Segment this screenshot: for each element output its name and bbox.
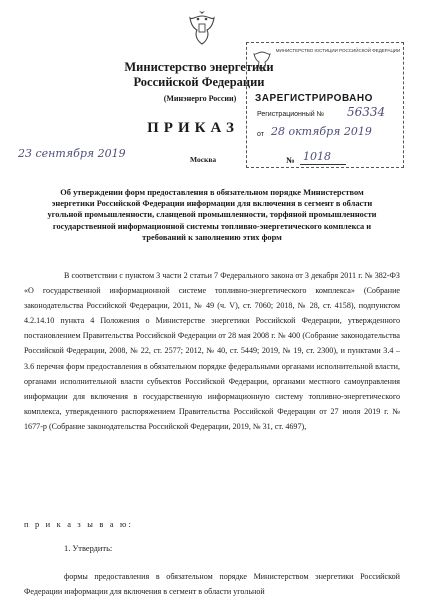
preamble-paragraph: В соответствии с пунктом 3 части 2 статьи 7 Федерального закона от 3 декабря 2011 г. № 382-ФЗ «О государственной информационной системе топливно-энергетического комплекса» (Собрание законодательства Российской Федерации, 2011, № 49 (ч. V), ст. 7060; 2018, № 28, ст. 4158), подпунктом 4.2.14.10 пункта 4 Положения о Министерстве энергетики Российской Федерации, утвержденного постановлением Правительства Российской Федерации от 28 мая 2008 г. № 400 (Собрание законодательства Российской Федерации, 2008, № 22, ст. 2577; 2012, № 40, ст. 5449; 2019, № 19, ст. 2300), и пунктами 3.4 – 3.6 перечня форм предоставления в обязательном порядке федеральными органами исполнительной власти, органами исполнительной власти субъектов Российской Федерации, органами местного самоуправления информации для включения в государственную информационную систему топливно-энергетического комплекса, утвержденного распоряжением Правительства Российской Федерации от 27 июля 2019 г. № 1677-р (Собрание законодательства Российской Федерации, 2019, № 31, ст. 4697),	[24, 271, 400, 431]
handwritten-number: 1018	[303, 150, 331, 163]
forms-paragraph: формы предоставления в обязательном порядке Министерством энергетики Российской Федерации информации для включения в сегмент в области угольной	[24, 572, 400, 596]
item-1: 1. Утвердить:	[64, 544, 113, 553]
document-title: Об утверждении форм предоставления в обязательном порядке Министерством энергетики Российской Федерации информации для включения в сегмент в области угольной промышленности, сланцевой промышленности, торфяной промышленности государственной информационной системы топливно-энергетического комплекса и требований к заполнению этих форм	[47, 188, 377, 242]
ministry-short-name: (Минэнерго России)	[163, 94, 237, 103]
registration-stamp	[246, 42, 404, 168]
stamp-header: МИНИСТЕРСТВО ЮСТИЦИИ РОССИЙСКОЙ ФЕДЕРАЦИИ	[275, 48, 401, 53]
city: Москва	[190, 155, 217, 164]
stamp-regno: 56334	[347, 105, 386, 119]
ministry-name-line2: Российской Федерации	[133, 75, 265, 89]
handwritten-date: 23 сентября 2019	[18, 147, 126, 160]
ministry-name-line1: Министерство энергетики	[124, 60, 274, 74]
stamp-from-label: от	[257, 131, 264, 138]
stamp-date: 28 октября 2019	[271, 125, 372, 138]
order-keyword: п р и к а з ы в а ю:	[24, 520, 133, 529]
stamp-emblem-icon	[253, 49, 271, 73]
stamp-regno-label: Регистрационный №	[257, 111, 325, 118]
number-label: №	[286, 155, 295, 165]
stamp-status: ЗАРЕГИСТРИРОВАНО	[255, 93, 373, 104]
document-type: ПРИКАЗ	[147, 120, 239, 136]
coat-of-arms-icon	[187, 10, 217, 46]
